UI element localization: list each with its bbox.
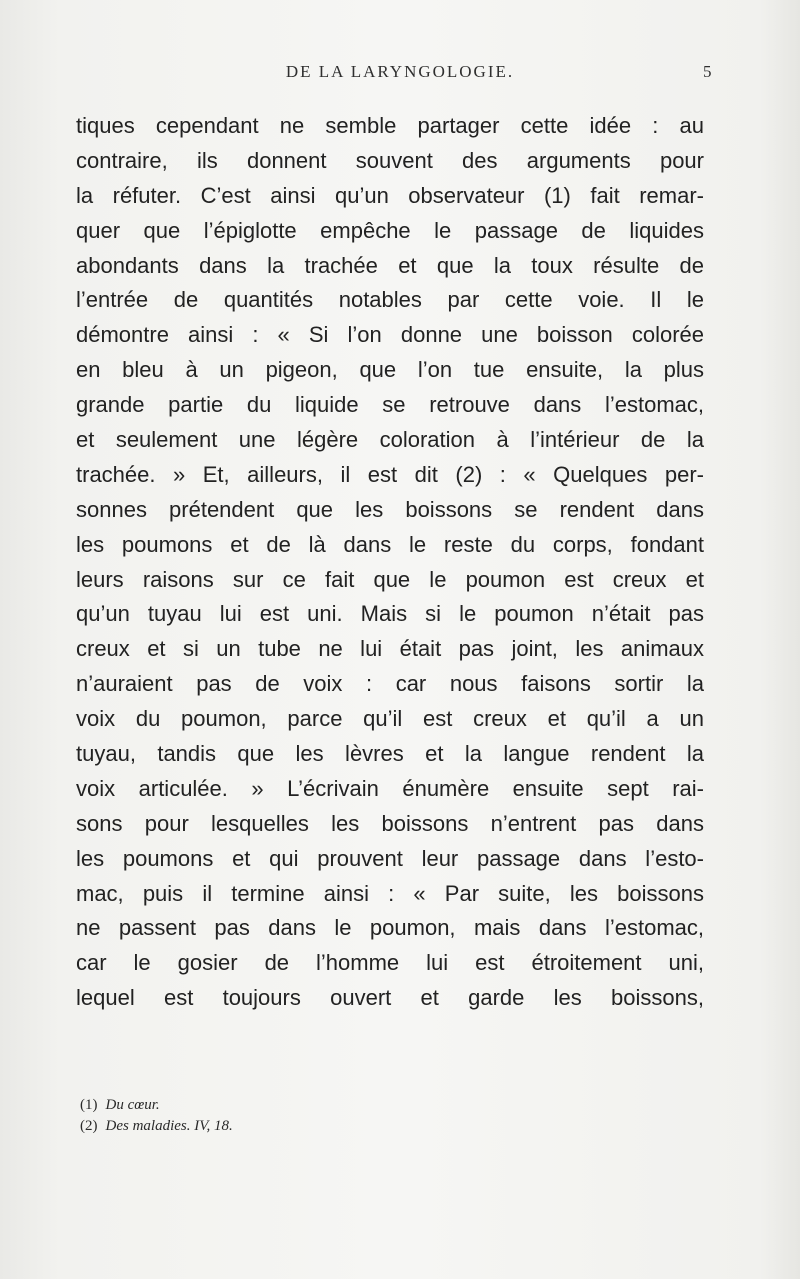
text-line: leurs raisons sur ce fait que le poumon est creux et — [76, 566, 704, 592]
text-line: voix du poumon, parce qu’il est creux et qu’il a un — [76, 706, 704, 732]
text-line: tiques cependant ne semble partager cette idée : au — [76, 113, 704, 138]
footnote-text: Du cœur. — [105, 1097, 160, 1113]
footnote-ref: (2) — [80, 1118, 98, 1134]
text-line: contraire, ils donnent souvent des arguments pour — [76, 147, 704, 173]
text-line: les poumons et de là dans le reste du corps, fondant — [76, 531, 704, 557]
text-line: ne passent pas dans le poumon, mais dans l’estomac, — [76, 915, 704, 941]
text-line: les poumons et qui prouvent leur passage dans l’esto- — [76, 845, 704, 871]
footnote — [80, 1116, 700, 1137]
page-number: 5 — [703, 62, 712, 81]
text-line: car le gosier de l’homme lui est étroitement uni, — [76, 950, 704, 976]
text-line: voix articulée. » L’écrivain énumère ensuite sept rai- — [76, 775, 704, 801]
text-line: mac, puis il termine ainsi : « Par suite, les boissons — [76, 880, 704, 906]
footnote-text: Des maladies. IV, 18. — [105, 1118, 233, 1134]
text-line: démontre ainsi : « Si l’on donne une boisson colorée — [76, 322, 704, 348]
body-text — [76, 109, 704, 1016]
text-line: sons pour lesquelles les boissons n’entrent pas dans — [76, 810, 704, 836]
running-title: DE LA LARYNGOLOGIE. — [285, 62, 515, 81]
footnotes — [80, 1095, 700, 1137]
footnote-ref: (1) — [80, 1097, 98, 1113]
text-line: creux et si un tube ne lui était pas joint, les animaux — [76, 636, 704, 662]
footnote — [80, 1095, 700, 1116]
text-line: qu’un tuyau lui est uni. Mais si le poumon n’était pas — [76, 601, 704, 627]
text-line: trachée. » Et, ailleurs, il est dit (2) : « Quelques per- — [76, 461, 704, 487]
text-line: abondants dans la trachée et que la toux résulte de — [76, 252, 704, 278]
text-line: sonnes prétendent que les boissons se rendent dans — [76, 496, 704, 522]
text-line: tuyau, tandis que les lèvres et la langue rendent la — [76, 741, 704, 767]
text-line: en bleu à un pigeon, que l’on tue ensuite, la plus — [76, 357, 704, 383]
text-line: quer que l’épiglotte empêche le passage de liquides — [76, 217, 704, 243]
text-line: n’auraient pas de voix : car nous faisons sortir la — [76, 671, 704, 697]
text-line: la réfuter. C’est ainsi qu’un observateur (1) fait remar- — [76, 182, 704, 208]
running-head — [0, 62, 800, 92]
text-line: l’entrée de quantités notables par cette voie. Il le — [76, 287, 704, 313]
text-line: et seulement une légère coloration à l’intérieur de la — [76, 427, 704, 453]
text-line: lequel est toujours ouvert et garde les boissons, — [76, 985, 704, 1011]
text-line: grande partie du liquide se retrouve dans l’estomac, — [76, 392, 704, 418]
